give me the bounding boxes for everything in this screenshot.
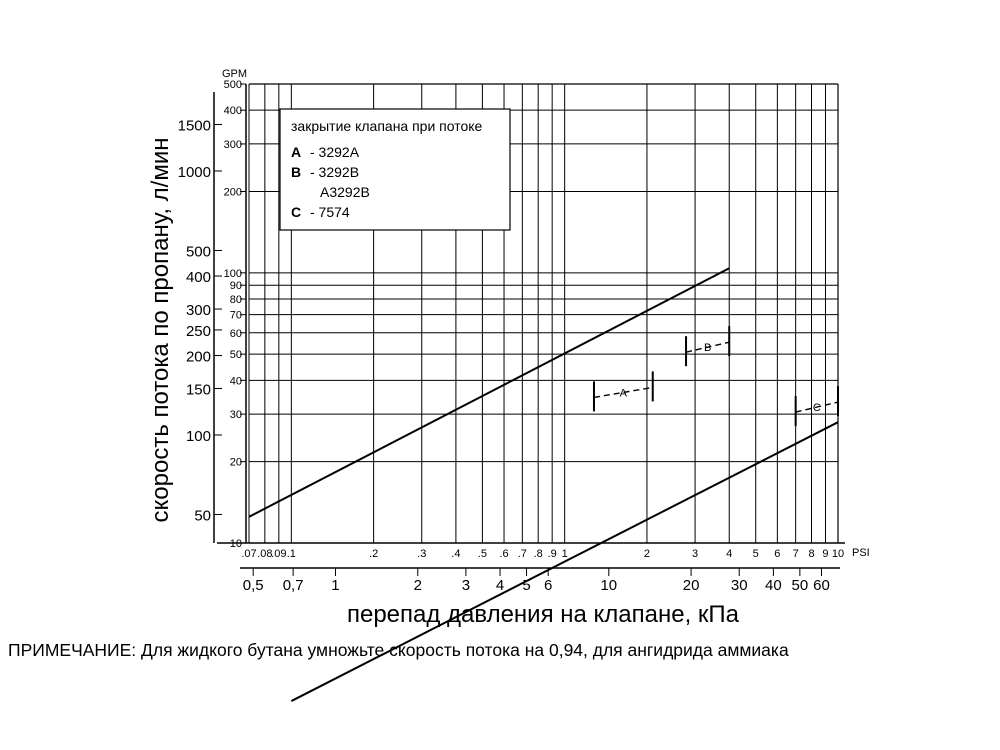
kpa-tick-label: 5 bbox=[522, 577, 531, 594]
kpa-tick-label: 30 bbox=[730, 577, 748, 594]
psi-tick-label: .6 bbox=[499, 548, 509, 560]
legend-entry-text: - 7574 bbox=[310, 204, 350, 220]
psi-unit-label: PSI bbox=[852, 547, 870, 559]
legend-entry-text: - 3292B bbox=[310, 164, 360, 180]
psi-tick-label: .07 bbox=[241, 548, 257, 560]
gpm-tick-label: 90 bbox=[229, 280, 242, 293]
legend-entry-text: A3292B bbox=[320, 184, 370, 200]
psi-tick-label: 7 bbox=[792, 548, 799, 560]
lpm-tick-label: 200 bbox=[185, 348, 211, 366]
kpa-tick-label: 4 bbox=[495, 577, 505, 594]
marker-A-label: A bbox=[619, 387, 628, 400]
gpm-tick-label: 70 bbox=[229, 309, 242, 322]
kpa-tick-label: 1 bbox=[331, 577, 340, 594]
legend-title: закрытие клапана при потоке bbox=[291, 118, 483, 134]
gpm-tick-label: 200 bbox=[223, 186, 242, 199]
lpm-tick-label: 1000 bbox=[177, 164, 211, 181]
psi-tick-label: 10 bbox=[831, 548, 845, 560]
kpa-tick-label: 0,7 bbox=[282, 577, 304, 594]
lpm-tick-label: 250 bbox=[185, 322, 211, 340]
x-axis-title: перепад давления на клапане, кПа bbox=[346, 601, 740, 628]
kpa-tick-label: 20 bbox=[682, 577, 700, 594]
gpm-unit-label: GPM bbox=[222, 68, 248, 80]
legend-entry-text: - 3292A bbox=[310, 144, 360, 160]
gpm-tick-label: 30 bbox=[229, 409, 242, 422]
note-text: ПРИМЕЧАНИЕ: Для жидкого бутана умножьте скорость потока на 0,94, для ангидрида аммиака bbox=[8, 640, 789, 660]
gpm-tick-label: 20 bbox=[229, 456, 242, 469]
gpm-tick-label: 50 bbox=[229, 349, 242, 362]
kpa-tick-label: 50 bbox=[791, 577, 809, 594]
gpm-tick-label: 80 bbox=[229, 294, 242, 307]
legend-letter: C bbox=[291, 204, 302, 220]
psi-tick-label: .4 bbox=[451, 548, 461, 560]
gpm-tick-label: 60 bbox=[229, 327, 242, 340]
kpa-tick-label: 2 bbox=[413, 577, 422, 594]
kpa-tick-label: 60 bbox=[813, 577, 830, 594]
axes bbox=[178, 79, 845, 594]
psi-tick-label: .8 bbox=[533, 548, 543, 560]
gpm-tick-label: 40 bbox=[229, 375, 242, 388]
lpm-tick-label: 100 bbox=[185, 428, 211, 445]
psi-tick-label: .9 bbox=[547, 548, 557, 560]
kpa-tick-label: 6 bbox=[543, 577, 553, 594]
lpm-tick-label: 300 bbox=[185, 302, 211, 320]
psi-tick-label: 1 bbox=[561, 548, 568, 560]
kpa-tick-label: 40 bbox=[765, 577, 782, 594]
psi-tick-label: 3 bbox=[692, 548, 699, 560]
psi-tick-label: 9 bbox=[822, 548, 829, 560]
psi-tick-label: 6 bbox=[774, 548, 781, 560]
psi-tick-label: .7 bbox=[517, 548, 527, 560]
psi-tick-label: .2 bbox=[369, 548, 379, 560]
kpa-tick-label: 3 bbox=[461, 577, 471, 594]
gpm-tick-label: 300 bbox=[223, 138, 242, 151]
psi-tick-label: .5 bbox=[477, 548, 487, 560]
psi-tick-label: 5 bbox=[752, 548, 759, 560]
lpm-tick-label: 150 bbox=[185, 381, 211, 399]
legend-letter: A bbox=[291, 144, 302, 160]
psi-tick-label: .09 bbox=[271, 548, 287, 560]
closing-markers bbox=[594, 326, 838, 426]
psi-tick-label: 2 bbox=[643, 548, 651, 560]
marker-B-label: B bbox=[703, 342, 712, 355]
kpa-tick-label: 0,5 bbox=[242, 577, 264, 594]
psi-tick-label: 8 bbox=[808, 548, 815, 560]
legend-letter: B bbox=[291, 164, 302, 180]
gpm-tick-label: 10 bbox=[229, 538, 242, 550]
kpa-tick-label: 10 bbox=[600, 577, 618, 594]
gpm-tick-label: 400 bbox=[223, 105, 242, 118]
gpm-tick-label: 100 bbox=[223, 267, 242, 280]
lpm-tick-label: 400 bbox=[185, 269, 211, 287]
psi-tick-label: .1 bbox=[286, 548, 296, 560]
gpm-tick-label: 500 bbox=[223, 79, 242, 91]
curve-upper bbox=[249, 268, 729, 517]
psi-tick-label: .3 bbox=[417, 548, 427, 560]
marker-C-label: C bbox=[812, 402, 821, 415]
y-axis-title: скорость потока по пропану, л/мин bbox=[147, 137, 174, 523]
psi-tick-label: 4 bbox=[726, 548, 733, 560]
lpm-tick-label: 50 bbox=[194, 507, 211, 525]
psi-tick-label: .08 bbox=[257, 548, 273, 560]
legend bbox=[280, 109, 510, 230]
lpm-tick-label: 1500 bbox=[177, 117, 211, 135]
lpm-tick-label: 500 bbox=[185, 243, 211, 261]
